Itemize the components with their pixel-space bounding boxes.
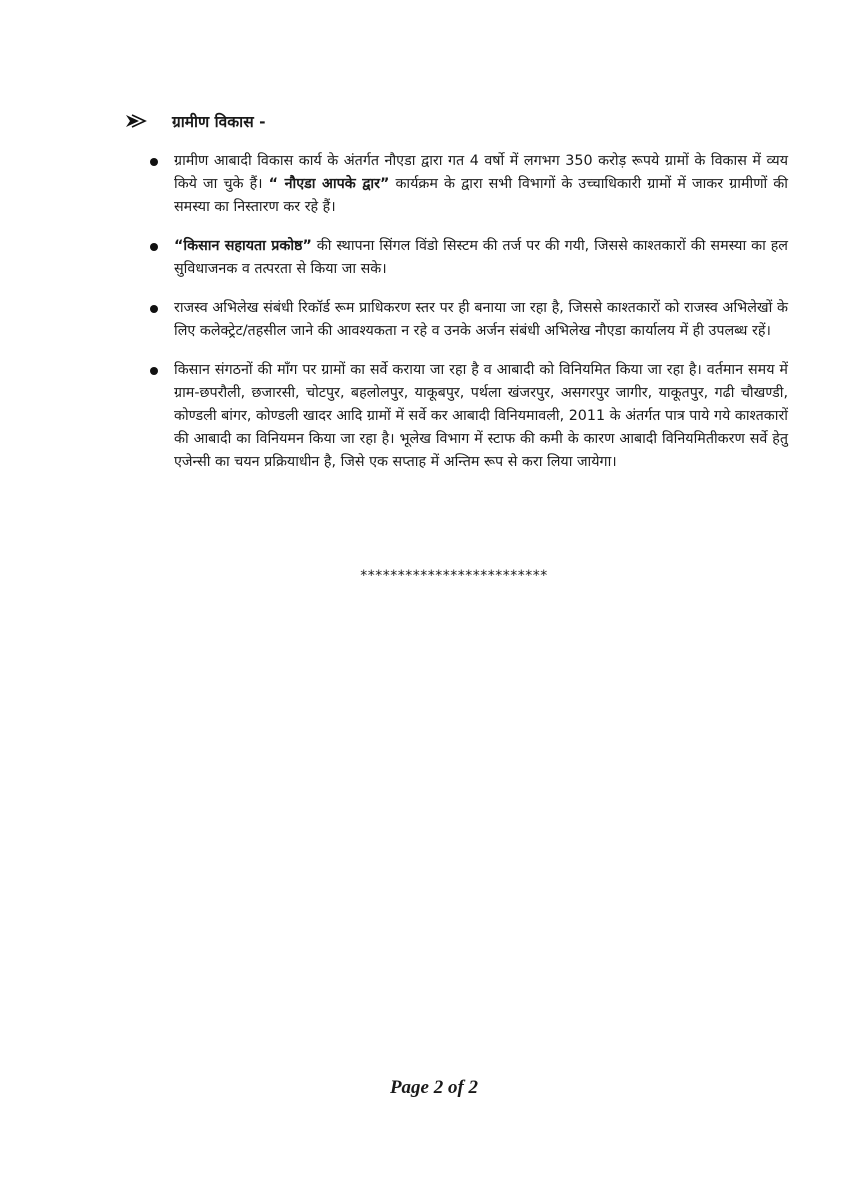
section-title: ग्रामीण विकास - [172,113,266,131]
bullet-list [150,150,788,490]
bullet-dot-icon [150,243,158,251]
para-bold-text: “किसान सहायता प्रकोष्ठ” [174,238,312,254]
arrow-bullet-icon [124,113,148,129]
bullet-paragraph [174,150,788,219]
bullet-dot-icon [150,305,158,313]
bullet-item [150,297,788,343]
para-text: किसान संगठनों की माँग पर ग्रामों का सर्वे कराया जा रहा है व आबादी को विनियमित किया जा रहा है। वर्तमान समय में ग्राम-छपरौली, छजारसी, चोटपुर, बहलोलपुर, याकूबपुर, पर्थला खंजरपुर, असगरपुर जागीर, याकूतपुर, गढी चौखण्डी, कोण्डली बांगर, कोण्डली खादर आदि ग्रामों में सर्वे कर आबादी विनियमावली, 2011 के अंतर्गत पात्र पाये गये काश्तकारों की आबादी का विनियमन किया जा रहा है। भूलेख विभाग में स्टाफ की कमी के कारण आबादी विनियमितीकरण सर्वे हेतु एजेन्सी का चयन प्रक्रियाधीन है, जिसे एक सप्ताह में अन्तिम रूप से करा लिया जायेगा। [174,362,788,470]
bullet-item [150,150,788,219]
bullet-dot-icon [150,158,158,166]
bullet-dot-icon [150,367,158,375]
para-text: राजस्व अभिलेख संबंधी रिकॉर्ड रूम प्राधिकरण स्तर पर ही बनाया जा रहा है, जिससे काश्तकारों को राजस्व अभिलेखों के लिए कलेक्ट्रेट/तहसील जाने की आवश्यकता न रहे व उनके अर्जन संबंधी अभिलेख नौएडा कार्यालय में ही उपलब्ध रहें। [174,300,788,339]
section-heading [124,110,266,132]
bullet-item [150,359,788,474]
para-bold-text: “ नौएडा आपके द्वार” [268,176,390,192]
page-number: Page 2 of 2 [389,1077,479,1098]
para-text: कार्यक्रम के द्वारा सभी विभागों के उच्चाधिकारी ग्रामों में जाकर ग्रामीणों की समस्या का निस्तारण कर रहे हैं। [174,176,788,215]
para-text: ग्रामीण आबादी विकास कार्य के अंतर्गत नौएडा द्वारा गत 4 वर्षो में लगभग 350 करोड़ रूपये ग्रामों के विकास में व्यय किये जा चुके हैं। [174,153,788,192]
bullet-paragraph [174,297,788,343]
bullet-paragraph [174,235,788,281]
para-text: की स्थापना सिंगल विंडो सिस्टम की तर्ज पर की गयी, जिससे काश्तकारों की समस्या का हल सुविधाजनक व तत्परता से किया जा सके। [174,238,789,277]
separator-stars: ************************* [360,568,548,584]
bullet-paragraph [174,359,788,474]
bullet-item [150,235,788,281]
